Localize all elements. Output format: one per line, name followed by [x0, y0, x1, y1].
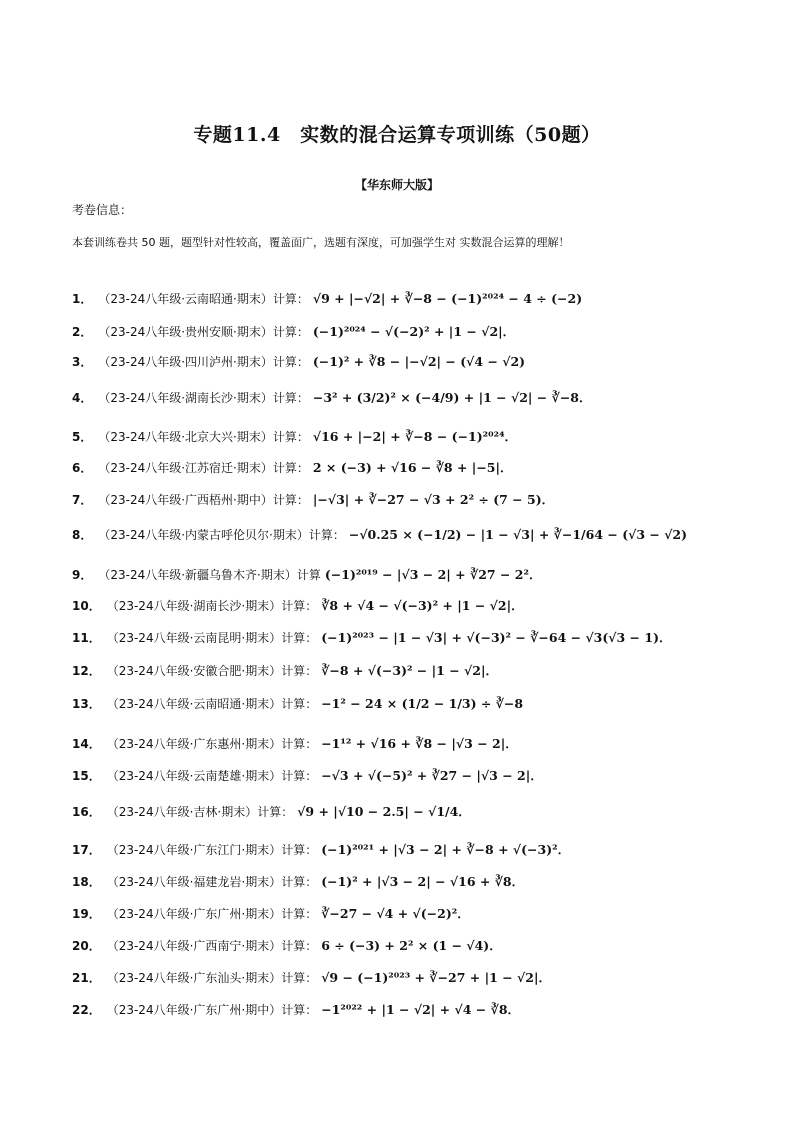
exam-info-label: 考卷信息： — [72, 203, 133, 217]
problem-expression: (−1)²⁰²³ − |1 − √3| + √(−3)² − ∛−64 − √3(√3 − 1)． — [321, 630, 672, 645]
problem-expression: ∛8 + √4 − √(−3)² + |1 − √2|． — [321, 598, 524, 613]
problem-item — [72, 458, 513, 476]
problem-item — [72, 802, 471, 820]
problem-source: （23-24八年级·云南楚雄·期末）计算： — [106, 768, 318, 783]
problem-source: （23-24八年级·湖南长沙·期末）计算： — [106, 598, 318, 613]
problem-number: 6． — [72, 460, 93, 475]
problem-number: 3． — [72, 355, 93, 369]
intro-text: 本套训练卷共 50 题，题型针对性较高，覆盖面广，选题有深度，可加强学生对 实数混合运算的理解！ — [72, 236, 570, 249]
problem-expression: 6 ÷ (−3) + 2² × (1 − √4)． — [321, 938, 502, 953]
problem-source: （23-24八年级·云南昭通·期末）计算： — [106, 697, 318, 711]
problem-expression: −3² + (3/2)² × (−4/9) + |1 − √2| − ∛−8． — [312, 390, 592, 405]
problem-source: （23-24八年级·广东江门·期末）计算： — [106, 842, 318, 857]
problem-source: （23-24八年级·云南昆明·期末）计算： — [106, 630, 318, 645]
edition-label: 【华东师大版】 — [354, 178, 439, 192]
problem-number: 7． — [72, 492, 93, 507]
problem-expression: −1¹² + √16 + ∛8 − |√3 − 2|． — [321, 736, 518, 751]
problem-source: （23-24八年级·湖南长沙·期末）计算： — [98, 390, 309, 405]
problem-source: （23-24八年级·广东惠州·期末）计算： — [106, 736, 318, 751]
problem-number: 22． — [72, 1002, 101, 1017]
problem-item — [72, 661, 498, 679]
problem-number: 11． — [72, 630, 101, 645]
problem-item — [72, 968, 551, 986]
problem-number: 17． — [72, 842, 101, 857]
problem-expression: √16 + |−2| + ∛−8 − (−1)²⁰²⁴． — [312, 429, 518, 444]
problem-item — [72, 290, 582, 307]
problem-source: （23-24八年级·广东汕头·期末）计算： — [106, 970, 318, 985]
problem-item — [72, 596, 524, 614]
problem-source: （23-24八年级·吉林·期末）计算： — [106, 804, 294, 819]
problem-item — [72, 565, 541, 583]
problem-item — [72, 322, 515, 340]
problem-item — [72, 1000, 520, 1018]
problem-source: （23-24八年级·广西梧州·期中）计算： — [98, 492, 309, 507]
problem-item — [72, 904, 470, 922]
problem-expression: 2 × (−3) + √16 − ∛8 + |−5|． — [312, 460, 513, 475]
problem-number: 19． — [72, 906, 101, 921]
problem-source: （23-24八年级·云南昭通·期末）计算： — [98, 292, 309, 306]
problem-number: 15． — [72, 768, 101, 783]
problem-item — [72, 840, 570, 858]
problem-source: （23-24八年级·江苏宿迁·期末）计算： — [98, 460, 309, 475]
problem-number: 16． — [72, 804, 101, 819]
problem-expression: −1² − 24 × (1/2 − 1/3) ÷ ∛−8 — [321, 696, 524, 711]
problem-expression: (−1)²⁰²¹ + |√3 − 2| + ∛−8 + √(−3)²． — [321, 842, 571, 857]
problem-number: 9． — [72, 567, 93, 582]
problem-source: （23-24八年级·广东广州·期末）计算： — [106, 906, 318, 921]
problem-source: （23-24八年级·四川泸州·期末）计算： — [98, 355, 309, 369]
problem-item — [72, 628, 672, 646]
problem-item — [72, 734, 518, 752]
problem-source: （23-24八年级·广东广州·期中）计算： — [106, 1002, 318, 1017]
problem-number: 12． — [72, 663, 101, 678]
problem-expression: |−√3| + ∛−27 − √3 + 2² ÷ (7 − 5)． — [312, 492, 555, 507]
problem-source: （23-24八年级·北京大兴·期末）计算： — [98, 429, 309, 444]
problem-number: 13． — [72, 697, 101, 711]
problem-source: （23-24八年级·广西南宁·期末）计算： — [106, 938, 318, 953]
problem-source: （23-24八年级·新疆乌鲁木齐·期末）计算 — [98, 567, 321, 582]
problem-number: 10． — [72, 598, 101, 613]
problem-item — [72, 388, 592, 406]
problem-expression: −1²⁰²² + |1 − √2| + √4 − ∛8． — [321, 1002, 521, 1017]
problem-number: 2． — [72, 324, 93, 339]
problem-item — [72, 936, 502, 954]
problem-expression: √9 − (−1)²⁰²³ + ∛−27 + |1 − √2|． — [321, 970, 552, 985]
problem-expression: (−1)² + ∛8 − |−√2| − (√4 − √2) — [312, 354, 526, 369]
problem-source: （23-24八年级·内蒙古呼伦贝尔·期末）计算： — [98, 528, 345, 542]
problem-expression: (−1)²⁰²⁴ − √(−2)² + |1 − √2|． — [312, 324, 516, 339]
problem-expression: (−1)² + |√3 − 2| − √16 + ∛8． — [321, 874, 525, 889]
problem-expression: ∛−27 − √4 + √(−2)²． — [321, 906, 470, 921]
problem-expression: √9 + |−√2| + ∛−8 − (−1)²⁰²⁴ − 4 ÷ (−2) — [312, 291, 583, 306]
problem-item — [72, 427, 517, 445]
problem-source: （23-24八年级·贵州安顺·期末）计算： — [98, 324, 309, 339]
problem-expression: −√0.25 × (−1/2) − |1 − √3| + ∛−1/64 − (√3 − √2) — [348, 527, 688, 542]
problem-item — [72, 353, 525, 370]
problem-item — [72, 526, 687, 543]
problem-expression: ∛−8 + √(−3)² − |1 − √2|． — [321, 663, 499, 678]
problem-item — [72, 766, 543, 784]
problem-source: （23-24八年级·安徽合肥·期末）计算： — [106, 663, 318, 678]
problem-number: 14． — [72, 736, 101, 751]
page-title: 专题11.4 实数的混合运算专项训练（50题） — [193, 124, 601, 146]
problem-item — [72, 695, 523, 712]
problem-expression: √9 + |√10 − 2.5| − √1/4． — [297, 804, 471, 819]
problem-number: 8． — [72, 528, 93, 542]
problem-number: 18． — [72, 874, 101, 889]
problem-item — [72, 490, 554, 508]
problem-number: 4． — [72, 390, 93, 405]
problem-number: 20． — [72, 938, 101, 953]
problem-number: 21． — [72, 970, 101, 985]
problem-source: （23-24八年级·福建龙岩·期末）计算： — [106, 874, 318, 889]
problem-number: 1． — [72, 292, 93, 306]
problem-number: 5． — [72, 429, 93, 444]
problem-item — [72, 872, 524, 890]
problem-expression: (−1)²⁰¹⁹ − |√3 − 2| + ∛27 − 2²． — [324, 567, 542, 582]
problem-expression: −√3 + √(−5)² + ∛27 − |√3 − 2|． — [321, 768, 543, 783]
